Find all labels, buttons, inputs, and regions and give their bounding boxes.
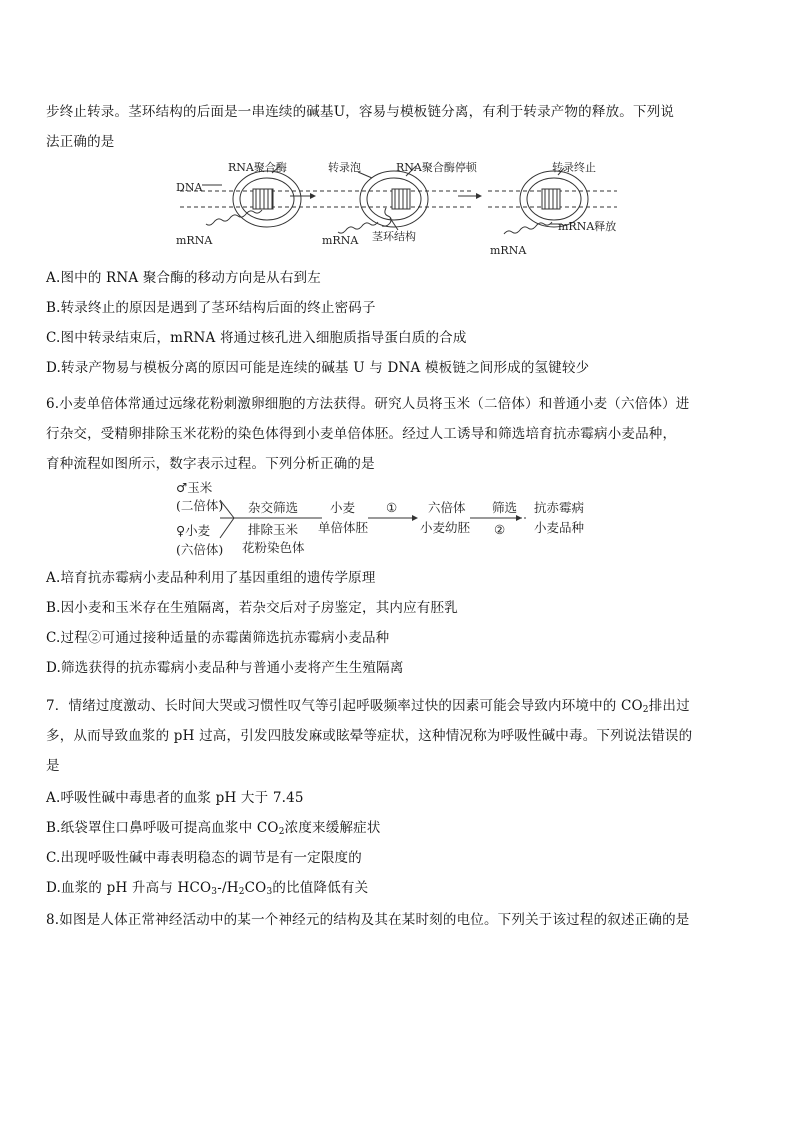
q7-stem-1: 7．情绪过度激动、长时间大哭或习惯性叹气等引起呼吸频率过快的因素可能会导致内环境中的 $CO_2$排出过 — [46, 698, 690, 715]
label-corn-ploidy: (二倍体) — [176, 498, 224, 513]
intro-line-2: 法正确的是 — [46, 134, 115, 150]
q5-option-d: D.转录产物易与模板分离的原因可能是连续的碱基 U 与 DNA 模板链之间形成的氢键较少 — [46, 360, 590, 376]
label-mrna-2: mRNA — [322, 234, 359, 247]
label-result-2: 小麦品种 — [534, 520, 585, 535]
q5-option-a: A.图中的 RNA 聚合酶的移动方向是从右到左 — [46, 270, 321, 286]
transcription-figure — [172, 158, 622, 258]
label-hexaploid-1: 六倍体 — [428, 500, 466, 515]
label-transcription-bubble: 转录泡 — [328, 161, 361, 174]
label-step-1: ① — [386, 500, 398, 515]
label-dna: DNA — [176, 181, 203, 194]
label-cross-screen: 杂交筛选 — [248, 500, 299, 515]
q7-stem-3: 是 — [46, 758, 60, 774]
label-wheat-haploid-1: 小麦 — [330, 500, 356, 515]
q7-option-c: C.出现呼吸性碱中毒表明稳态的调节是有一定限度的 — [46, 850, 362, 866]
q7-option-d: D.血浆的 pH 升高与 $HCO_3-/H_2CO_3$的比值降低有关 — [46, 880, 369, 897]
label-step-2: ② — [494, 522, 506, 537]
q8-stem: 8.如图是人体正常神经活动中的某一个神经元的结构及其在某时刻的电位。下列关于该过程的叙述正确的是 — [46, 912, 690, 928]
q7-stem-2: 多，从而导致血浆的 pH 过高，引发四肢发麻或眩晕等症状，这种情况称为呼吸性碱中毒。下列说法错误的 — [46, 728, 693, 744]
q6-option-d: D.筛选获得的抗赤霉病小麦品种与普通小麦将产生生殖隔离 — [46, 660, 404, 676]
label-wheat-haploid-2: 单倍体胚 — [318, 520, 369, 535]
label-rna-polymerase: RNA聚合酶 — [228, 161, 287, 174]
label-polymerase-pause: RNA聚合酶停顿 — [396, 161, 477, 174]
label-stem-loop: 茎环结构 — [372, 230, 416, 243]
intro-line-1: 步终止转录。茎环结构的后面是一串连续的碱基U，容易与模板链分离，有利于转录产物的释放。下列说 — [46, 104, 675, 120]
q6-stem-3: 育种流程如图所示，数字表示过程。下列分析正确的是 — [46, 456, 375, 472]
q5-option-c: C.图中转录结束后，mRNA 将通过核孔进入细胞质指导蛋白质的合成 — [46, 330, 467, 346]
label-result-1: 抗赤霉病 — [534, 500, 585, 515]
label-exclude-corn: 排除玉米 — [248, 522, 299, 537]
q6-option-c: C.过程②可通过接种适量的赤霉菌筛选抗赤霉病小麦品种 — [46, 630, 390, 646]
breeding-flow-figure — [172, 478, 622, 564]
q6-stem-1: 6.小麦单倍体常通过远缘花粉刺激卵细胞的方法获得。研究人员将玉米（二倍体）和普通小麦（六倍体）进 — [46, 396, 690, 412]
label-wheat-ploidy: (六倍体) — [176, 542, 224, 557]
label-mrna-release: mRNA释放 — [558, 220, 617, 233]
q7-option-b: B.纸袋罩住口鼻呼吸可提高血浆中 $CO_2$浓度来缓解症状 — [46, 820, 381, 837]
label-wheat: ♀小麦 — [176, 523, 211, 538]
q6-option-b: B.因小麦和玉米存在生殖隔离，若杂交后对子房鉴定，其内应有胚乳 — [46, 600, 458, 616]
label-pollen-chromosome: 花粉染色体 — [242, 540, 305, 555]
label-mrna-1: mRNA — [176, 234, 213, 247]
q6-stem-2: 行杂交，受精卵排除玉米花粉的染色体得到小麦单倍体胚。经过人工诱导和筛选培育抗赤霉病小麦品种， — [46, 426, 677, 442]
label-termination: 转录终止 — [552, 161, 596, 174]
q7-option-a: A.呼吸性碱中毒患者的血浆 pH 大于 7.45 — [46, 790, 304, 806]
q5-option-b: B.转录终止的原因是遇到了茎环结构后面的终止密码子 — [46, 300, 376, 316]
label-hexaploid-2: 小麦幼胚 — [420, 520, 471, 535]
q6-option-a: A.培育抗赤霉病小麦品种利用了基因重组的遗传学原理 — [46, 570, 376, 586]
label-mrna-3: mRNA — [490, 244, 527, 257]
label-screen: 筛选 — [492, 500, 518, 515]
label-corn: ♂玉米 — [176, 480, 213, 495]
